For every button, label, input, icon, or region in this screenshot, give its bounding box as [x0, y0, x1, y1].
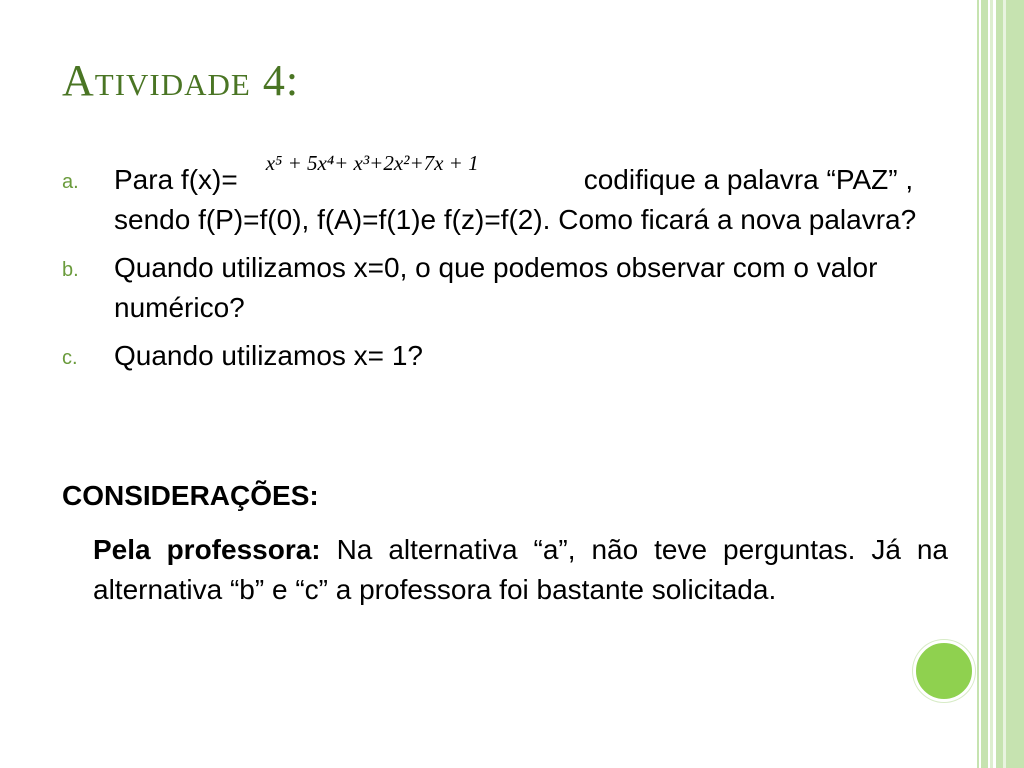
item-text: codifique a palavra “PAZ” , sendo f(P)=f(0), f(A)=f(1)e f(z)=f(2). Como ficará a nova palavra?	[114, 164, 917, 235]
activity-list	[62, 151, 952, 384]
decorative-stripe	[990, 0, 993, 768]
paragraph-lead: Pela professora:	[93, 534, 321, 565]
slide-title: Atividade 4:	[62, 56, 300, 105]
considerations-paragraph	[93, 530, 948, 610]
item-text: Quando utilizamos x= 1?	[114, 340, 423, 371]
list-item-b	[62, 248, 952, 328]
item-text: Quando utilizamos x=0, o que podemos observar com o valor numérico?	[114, 252, 878, 323]
decorative-stripe	[996, 0, 1024, 768]
decorative-stripe	[981, 0, 988, 768]
list-item-a	[62, 151, 952, 240]
polynomial-formula: x⁵ + 5x⁴+ x³+2x²+7x + 1	[265, 151, 479, 175]
list-item-c	[62, 336, 952, 376]
decorative-circle	[913, 640, 975, 702]
item-prefix: Para f(x)=	[114, 164, 238, 195]
considerations-heading: CONSIDERAÇÕES:	[62, 480, 319, 511]
decorative-stripe	[1003, 0, 1006, 768]
list-marker: b.	[62, 259, 79, 281]
list-marker: c.	[62, 347, 78, 369]
paragraph-body: Na alternativa “a”, não teve perguntas. Já na alternativa “b” e “c” a professora foi bastante solicitada.	[93, 534, 948, 605]
list-marker: a.	[62, 171, 79, 193]
decorative-stripe	[977, 0, 979, 768]
